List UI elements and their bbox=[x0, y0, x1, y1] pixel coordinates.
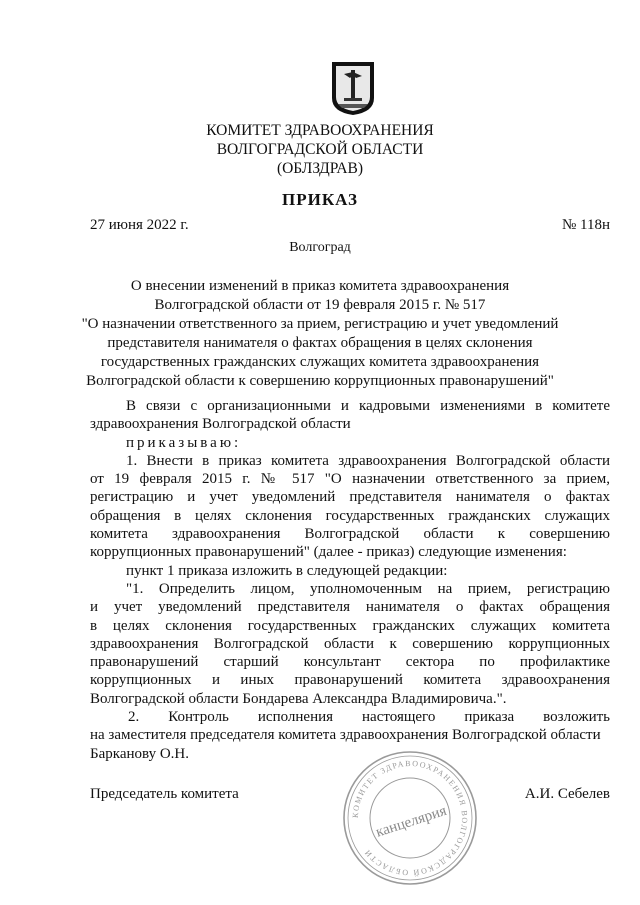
subject-line: Волгоградской области от 19 февраля 2015 г. № 517 bbox=[154, 297, 486, 313]
stamp-center-text: канцелярия bbox=[373, 802, 449, 841]
subject-line: представителя нанимателя о фактах обращения в целях склонения bbox=[107, 335, 533, 351]
body-line: В связи с организационными и кадровыми изменениями в комитете bbox=[126, 398, 610, 414]
document-body bbox=[90, 397, 610, 763]
document-subject bbox=[0, 277, 640, 391]
body-line: обращения в целях склонения государственных гражданских служащих bbox=[90, 507, 610, 524]
coat-of-arms-icon bbox=[330, 60, 376, 116]
signatory-position: Председатель комитета bbox=[90, 786, 239, 802]
body-line: 1. Внести в приказ комитета здравоохранения Волгоградской области bbox=[126, 452, 610, 469]
org-header bbox=[0, 121, 640, 178]
body-line: регистрацию и учет уведомлений представителя нанимателя о фактах bbox=[90, 489, 610, 506]
subject-line: государственных гражданских служащих комитета здравоохранения bbox=[100, 354, 540, 370]
subject-line: Волгоградской области к совершению коррупционных правонарушений" bbox=[86, 373, 554, 389]
quote-line: "1. Определить лицом, уполномоченным на прием, регистрацию bbox=[126, 580, 610, 597]
document-number: № 118н bbox=[561, 217, 610, 233]
order-word: приказываю: bbox=[126, 434, 242, 451]
quote-line: и учет уведомлений представителя нанимателя о фактах обращения bbox=[90, 599, 610, 616]
subject-line: "О назначении ответственного за прием, регистрацию и учет уведомлений bbox=[81, 316, 559, 332]
quote-line: здравоохранения Волгоградской области к совершению коррупционных bbox=[90, 635, 610, 652]
body-line: здравоохранения Волгоградской области bbox=[90, 416, 351, 433]
org-name-line-3: (ОБЛЗДРАВ) bbox=[276, 160, 364, 177]
body-line: на заместителя председателя комитета здравоохранения Волгоградской области bbox=[90, 727, 601, 744]
quote-line: коррупционных и иных правонарушений комитета здравоохранения bbox=[90, 672, 610, 689]
body-line: коррупционных правонарушений" (далее - приказ) следующие изменения: bbox=[90, 544, 567, 561]
document-type: ПРИКАЗ bbox=[282, 190, 358, 209]
quote-line: правонарушений старший консультант сектора по профилактике bbox=[90, 654, 610, 671]
body-line: 2. Контроль исполнения настоящего приказа возложить bbox=[128, 709, 610, 726]
signatory-name: А.И. Себелев bbox=[524, 786, 610, 802]
subject-line: О внесении изменений в приказ комитета здравоохранения bbox=[130, 278, 510, 294]
body-line: пункт 1 приказа изложить в следующей редакции: bbox=[126, 562, 448, 579]
office-stamp bbox=[340, 748, 480, 888]
body-line: от 19 февраля 2015 г. № 517 "О назначении ответственного за прием, bbox=[90, 471, 610, 488]
document-city: Волгоград bbox=[289, 240, 351, 255]
org-name-line-1: КОМИТЕТ ЗДРАВООХРАНЕНИЯ bbox=[206, 122, 434, 139]
body-line: Барканову О.Н. bbox=[90, 745, 190, 762]
body-line: комитета здравоохранения Волгоградской области к совершению bbox=[90, 526, 610, 543]
stamp-ring-text: КОМИТЕТ ЗДРАВООХРАНЕНИЯ ВОЛГОГРАДСКОЙ ОБЛАСТИ bbox=[350, 758, 470, 878]
document-date: 27 июня 2022 г. bbox=[90, 217, 189, 233]
quote-line: Волгоградской области Бондарева Александра Владимировича.". bbox=[90, 690, 507, 707]
org-name-line-2: ВОЛГОГРАДСКОЙ ОБЛАСТИ bbox=[216, 141, 424, 158]
quote-line: в целях склонения государственных гражданских служащих комитета bbox=[90, 617, 610, 634]
